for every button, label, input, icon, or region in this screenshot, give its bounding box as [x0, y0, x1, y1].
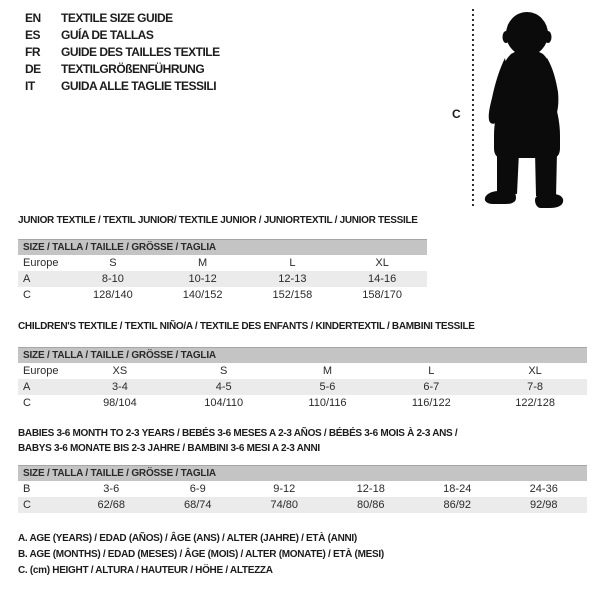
row-label: Europe — [23, 365, 59, 377]
table-row — [18, 497, 587, 513]
height-cell: 158/170 — [362, 289, 402, 301]
height-cell: 116/122 — [411, 397, 451, 409]
age-cell: 12-13 — [278, 273, 307, 285]
language-code: EN — [25, 10, 41, 25]
height-measure-label: C — [452, 107, 461, 121]
size-header-band: SIZE / TALLA / TAILLE / GRÖSSE / TAGLIA — [18, 347, 587, 363]
height-cell: 140/152 — [182, 289, 223, 301]
row-label: A — [23, 273, 31, 285]
junior-section-title — [18, 213, 418, 228]
age-cell: 7-8 — [527, 381, 544, 393]
language-row-fr — [25, 43, 220, 60]
language-code: DE — [25, 61, 41, 76]
height-cell: 104/110 — [204, 397, 244, 409]
height-cell: 110/116 — [308, 397, 347, 409]
age-cell: 10-12 — [188, 273, 217, 285]
age-cell: 14-16 — [368, 273, 397, 285]
language-row-es — [25, 26, 220, 43]
height-cell: 92/98 — [529, 499, 558, 511]
language-label: GUÍA DE TALLAS — [61, 27, 154, 42]
height-cell: 80/86 — [356, 499, 385, 511]
table-row — [18, 271, 427, 287]
size-cell: XL — [528, 365, 542, 377]
legend-notes — [18, 531, 384, 579]
table-row — [18, 363, 587, 379]
size-cell: L — [289, 257, 296, 269]
height-cell: 128/140 — [92, 289, 133, 301]
language-code: ES — [25, 27, 41, 42]
height-cell: 122/128 — [515, 397, 555, 409]
table-row — [18, 255, 427, 271]
language-label: TEXTILGRÖßENFÜHRUNG — [61, 61, 205, 76]
height-cell: 68/74 — [183, 499, 212, 511]
row-label: A — [23, 381, 31, 393]
title-line: BABIES 3-6 MONTH TO 2-3 YEARS / BEBÉS 3-6 MESES A 2-3 AÑOS / BÉBÉS 3-6 MOIS À 2-3 ANS / — [18, 428, 458, 439]
row-label: Europe — [23, 257, 59, 269]
size-cell: S — [109, 257, 117, 269]
size-cell: S — [220, 365, 228, 377]
size-cell: XL — [375, 257, 389, 269]
height-cell: 152/158 — [272, 289, 313, 301]
title-line: BABYS 3-6 MONATE BIS 2-3 JAHRE / BAMBINI 3-6 MESI A 2-3 ANNI — [18, 443, 320, 454]
age-cell: 3-4 — [111, 381, 128, 393]
age-cell: 12-18 — [356, 483, 385, 495]
age-cell: 6-9 — [189, 483, 206, 495]
height-measure-dotted-line — [472, 9, 474, 206]
row-label: C — [23, 499, 31, 511]
baby-silhouette-image — [483, 8, 571, 210]
age-cell: 5-6 — [319, 381, 336, 393]
language-row-en — [25, 9, 220, 26]
age-cell: 8-10 — [101, 273, 124, 285]
size-cell: M — [322, 365, 333, 377]
language-list — [25, 9, 220, 94]
language-code: FR — [25, 44, 40, 59]
table-row — [18, 287, 427, 303]
language-label: GUIDA ALLE TAGLIE TESSILI — [61, 78, 217, 93]
height-cell: 74/80 — [270, 499, 299, 511]
language-row-de — [25, 60, 220, 77]
row-label: C — [23, 397, 31, 409]
size-cell: XS — [112, 365, 128, 377]
children-section-title — [18, 319, 475, 334]
babies-size-table — [18, 465, 587, 513]
junior-size-table — [18, 239, 427, 303]
legend-note-b: B. AGE (MONTHS) / EDAD (MESES) / ÂGE (MOIS) / ALTER (MONATE) / ETÀ (MESI) — [18, 549, 384, 560]
size-cell: M — [198, 257, 208, 269]
row-label: B — [23, 483, 31, 495]
height-cell: 62/68 — [97, 499, 126, 511]
title-line: JUNIOR TEXTILE / TEXTIL JUNIOR/ TEXTILE JUNIOR / JUNIORTEXTIL / JUNIOR TESSILE — [18, 215, 418, 226]
legend-note-a: A. AGE (YEARS) / EDAD (AÑOS) / ÂGE (ANS) / ALTER (JAHRE) / ETÀ (ANNI) — [18, 533, 357, 544]
age-cell: 24-36 — [529, 483, 558, 495]
age-cell: 3-6 — [103, 483, 120, 495]
age-cell: 4-5 — [215, 381, 232, 393]
legend-note-c: C. (cm) HEIGHT / ALTURA / HAUTEUR / HÖHE / ALTEZZA — [18, 565, 273, 576]
children-size-table — [18, 347, 587, 411]
size-cell: L — [428, 365, 435, 377]
size-header-band: SIZE / TALLA / TAILLE / GRÖSSE / TAGLIA — [18, 465, 587, 481]
height-cell: 86/92 — [443, 499, 472, 511]
age-cell: 9-12 — [273, 483, 296, 495]
language-label: TEXTILE SIZE GUIDE — [61, 10, 173, 25]
table-row — [18, 481, 587, 497]
height-cell: 98/104 — [103, 397, 137, 409]
language-code: IT — [25, 78, 35, 93]
language-label: GUIDE DES TAILLES TEXTILE — [61, 44, 220, 59]
babies-section-title — [18, 426, 457, 456]
table-row — [18, 379, 587, 395]
language-row-it — [25, 77, 220, 94]
size-header-band: SIZE / TALLA / TAILLE / GRÖSSE / TAGLIA — [18, 239, 427, 255]
title-line: CHILDREN'S TEXTILE / TEXTIL NIÑO/A / TEXTILE DES ENFANTS / KINDERTEXTIL / BAMBINI TESSILE — [18, 321, 475, 332]
table-row — [18, 395, 587, 411]
age-cell: 6-7 — [423, 381, 440, 393]
age-cell: 18-24 — [443, 483, 472, 495]
row-label: C — [23, 289, 31, 301]
